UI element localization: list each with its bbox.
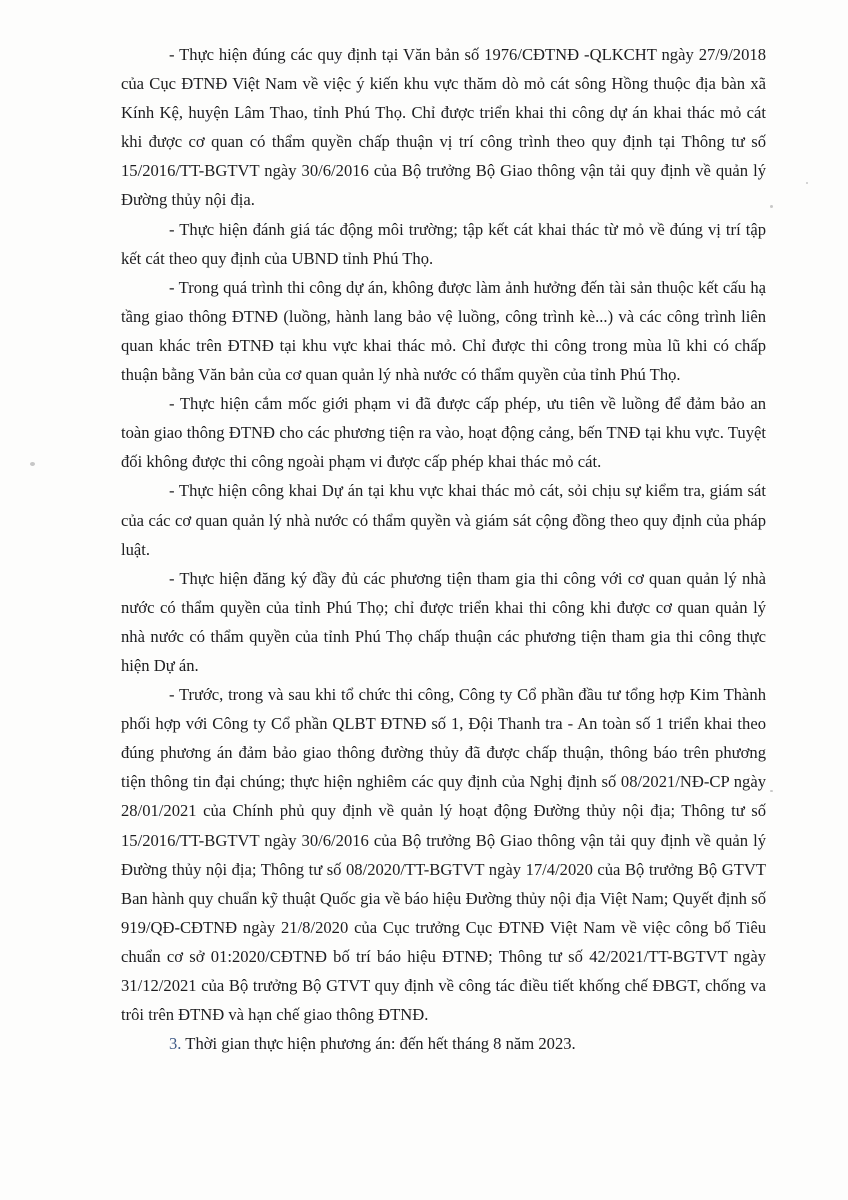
paragraph-3: - Trong quá trình thi công dự án, không được làm ảnh hưởng đến tài sản thuộc kết cấu hạ tầng giao thông ĐTNĐ (luồng, hành lang bảo vệ luồng, công trình kè...) và các công trình liên quan khác trên ĐTNĐ tại khu vực khai thác mỏ. Chỉ được thi công trong mùa lũ khi có chấp thuận bằng Văn bản của cơ quan quản lý nhà nước có thẩm quyền của tỉnh Phú Thọ.: [121, 277, 766, 385]
section-3-line: [121, 1029, 766, 1058]
paragraph-5: - Thực hiện công khai Dự án tại khu vực khai thác mỏ cát, sỏi chịu sự kiểm tra, giám sát của các cơ quan quản lý nhà nước có thẩm quyền và giám sát cộng đồng theo quy định của pháp luật.: [121, 481, 766, 559]
section-3-number: 3.: [169, 1034, 182, 1054]
scan-speck: [770, 790, 773, 792]
scan-speck: [30, 462, 35, 466]
paragraph-2: - Thực hiện đánh giá tác động môi trường; tập kết cát khai thác từ mỏ về đúng vị trí tập kết cát theo quy định của UBND tỉnh Phú Thọ.: [121, 219, 766, 268]
paragraph-4: - Thực hiện cắm mốc giới phạm vi đã được cấp phép, ưu tiên về luồng để đảm bảo an toàn giao thông ĐTNĐ cho các phương tiện ra vào, hoạt động cảng, bến TNĐ tại khu vực. Tuyệt đối không được thi công ngoài phạm vi được cấp phép khai thác mỏ cát.: [121, 394, 766, 472]
paragraph-1: - Thực hiện đúng các quy định tại Văn bản số 1976/CĐTNĐ -QLKCHT ngày 27/9/2018 của Cục ĐTNĐ Việt Nam về việc ý kiến khu vực thăm dò mỏ cát sông Hồng thuộc địa bàn xã Kính Kệ, huyện Lâm Thao, tỉnh Phú Thọ. Chỉ được triển khai thi công dự án khai thác mỏ cát khi được cơ quan có thẩm quyền chấp thuận vị trí công trình theo quy định tại Thông tư số 15/2016/TT-BGTVT ngày 30/6/2016 của Bộ trưởng Bộ Giao thông vận tải quy định về quản lý Đường thủy nội địa.: [121, 45, 766, 210]
paragraph-7: - Trước, trong và sau khi tổ chức thi công, Công ty Cổ phần đầu tư tổng hợp Kim Thành phối hợp với Công ty Cổ phần QLBT ĐTNĐ số 1, Đội Thanh tra - An toàn số 1 triển khai theo đúng phương án đảm bảo giao thông đường thủy đã được chấp thuận, thông báo trên phương tiện thông tin đại chúng; thực hiện nghiêm các quy định của Nghị định số 08/2021/NĐ-CP ngày 28/01/2021 của Chính phủ quy định về quản lý hoạt động Đường thủy nội địa; Thông tư số 15/2016/TT-BGTVT ngày 30/6/2016 của Bộ trưởng Bộ Giao thông vận tải quy định về quản lý Đường thủy nội địa; Thông tư số 08/2020/TT-BGTVT ngày 17/4/2020 của Bộ trưởng Bộ GTVT Ban hành quy chuẩn kỹ thuật Quốc gia về báo hiệu Đường thủy nội địa Việt Nam; Quyết định số 919/QĐ-CĐTNĐ ngày 21/8/2020 của Cục trưởng Cục ĐTNĐ Việt Nam về việc công bố Tiêu chuẩn cơ sở 01:2020/CĐTNĐ bố trí báo hiệu ĐTNĐ; Thông tư số 42/2021/TT-BGTVT ngày 31/12/2021 của Bộ trưởng Bộ GTVT quy định về công tác điều tiết khống chế ĐBGT, chống va trôi trên ĐTNĐ và hạn chế giao thông ĐTNĐ.: [121, 685, 766, 1025]
section-3-text: Thời gian thực hiện phương án: đến hết tháng 8 năm 2023.: [181, 1034, 576, 1054]
scan-speck: [770, 205, 773, 208]
paragraph-6: - Thực hiện đăng ký đầy đủ các phương tiện tham gia thi công với cơ quan quản lý nhà nước có thẩm quyền của tỉnh Phú Thọ; chỉ được triển khai thi công khi được cơ quan quản lý nhà nước có thẩm quyền của tỉnh Phú Thọ chấp thuận các phương tiện tham gia thi công thực hiện Dự án.: [121, 568, 766, 675]
scan-speck: [806, 182, 808, 184]
